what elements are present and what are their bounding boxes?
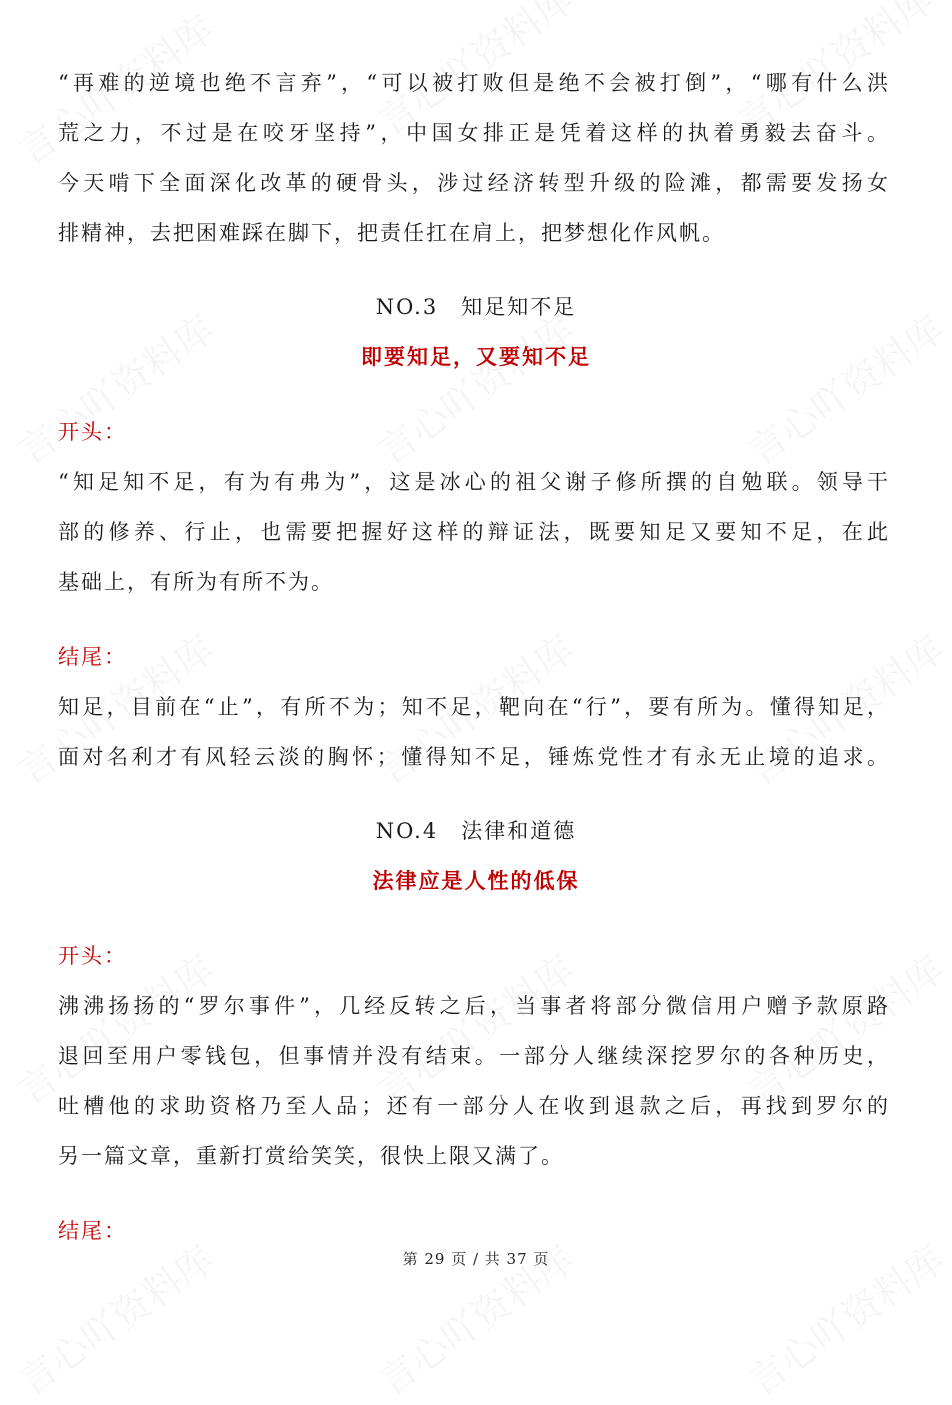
page-number-footer: 第 29 页 / 共 37 页 bbox=[402, 1250, 550, 1268]
text-line: 面对名利才有风轻云淡的胸怀；懂得知不足，锤炼党性才有永无止境的追求。 bbox=[58, 745, 890, 769]
watermark bbox=[365, 300, 583, 476]
ending-label: 结尾： bbox=[58, 1219, 127, 1243]
text-line: 荒之力，不过是在咬牙坚持”，中国女排正是凭着这样的执着勇毅去奋斗。 bbox=[58, 121, 890, 145]
text-line: “知足知不足，有为有弗为”，这是冰心的祖父谢子修所撰的自勉联。领导干 bbox=[58, 470, 890, 494]
watermark bbox=[735, 940, 952, 1116]
opening-label: 开头： bbox=[58, 420, 127, 444]
text-line: 基础上，有所为有所不为。 bbox=[58, 570, 334, 594]
text-line: 知足，目前在“止”，有所不为；知不足，靶向在“行”，要有所为。懂得知足， bbox=[58, 695, 890, 719]
section-subtitle: 即要知足，又要知不足 bbox=[361, 344, 591, 369]
text-line: 部的修养、行止，也需要把握好这样的辩证法，既要知足又要知不足，在此 bbox=[58, 520, 890, 544]
text-line: 吐槽他的求助资格乃至人品；还有一部分人在收到退款之后，再找到罗尔的 bbox=[58, 1094, 890, 1118]
watermark bbox=[365, 940, 583, 1116]
text-line: 另一篇文章，重新打赏给笑笑，很快上限又满了。 bbox=[58, 1144, 564, 1168]
ending-label: 结尾： bbox=[58, 645, 127, 669]
text-line: 今天啃下全面深化改革的硬骨头，涉过经济转型升级的险滩，都需要发扬女 bbox=[58, 171, 890, 195]
text-line: “再难的逆境也绝不言弃”，“可以被打败但是绝不会被打倒”，“哪有什么洪 bbox=[58, 71, 890, 95]
text-line: 退回至用户零钱包，但事情并没有结束。一部分人继续深挖罗尔的各种历史， bbox=[58, 1044, 890, 1068]
text-line: 排精神，去把困难踩在脚下，把责任扛在肩上，把梦想化作风帆。 bbox=[58, 221, 725, 245]
watermark bbox=[5, 300, 223, 476]
section-heading: NO.4 法律和道德 bbox=[375, 819, 577, 843]
opening-label: 开头： bbox=[58, 944, 127, 968]
watermark bbox=[735, 300, 952, 476]
section-heading: NO.3 知足知不足 bbox=[375, 295, 577, 319]
text-line: 沸沸扬扬的“罗尔事件”，几经反转之后，当事者将部分微信用户赠予款原路 bbox=[58, 994, 890, 1018]
section-subtitle: 法律应是人性的低保 bbox=[372, 868, 580, 893]
